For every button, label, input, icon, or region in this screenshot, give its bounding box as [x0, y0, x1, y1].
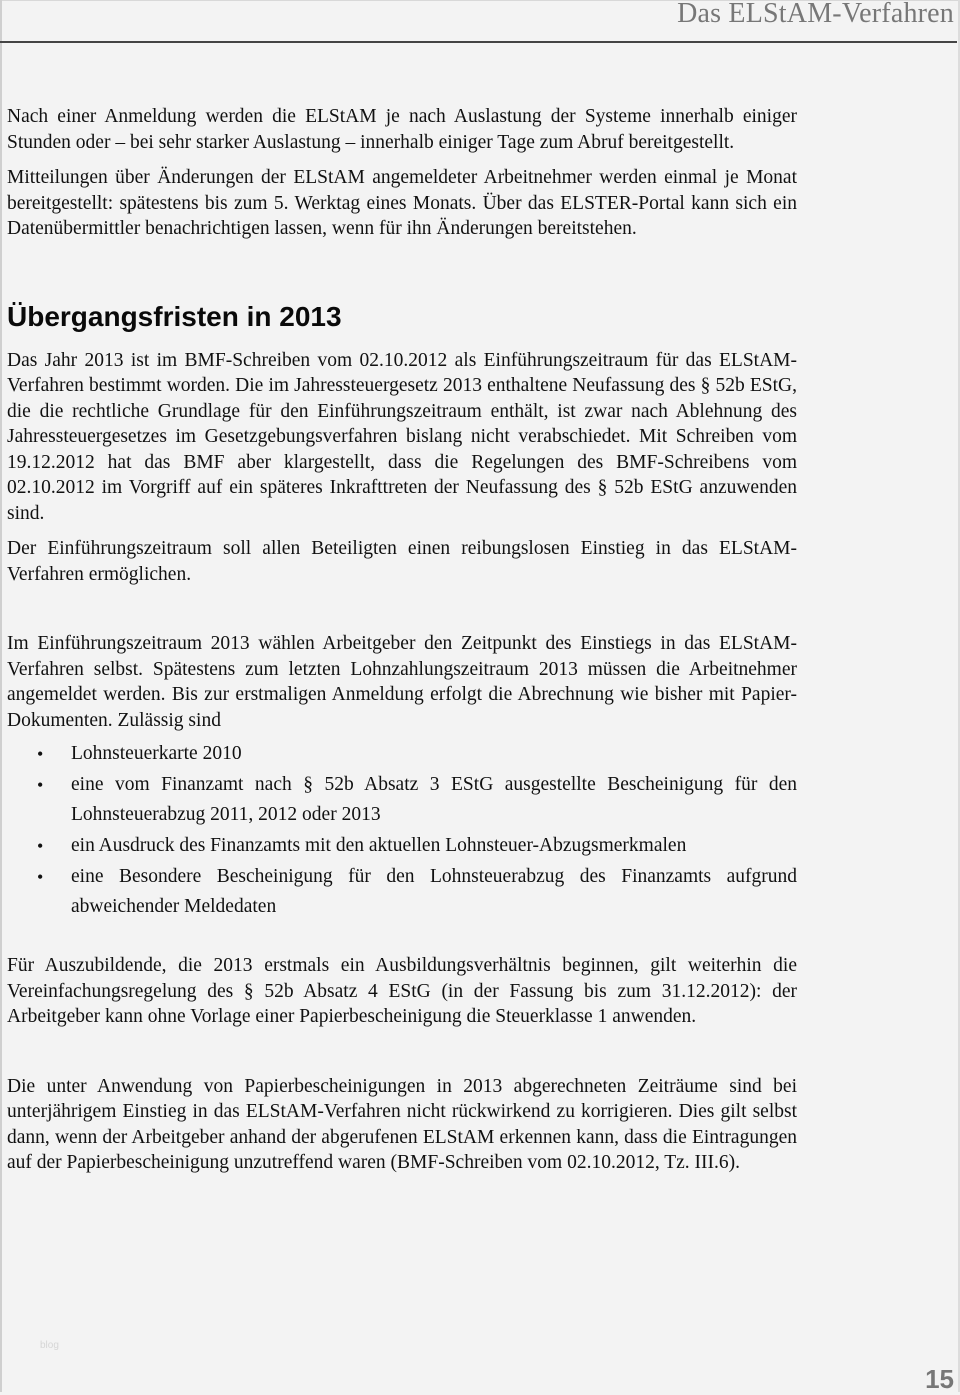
paragraph: Mitteilungen über Änderungen der ELStAM angemeldeter Arbeitnehmer werden einmal je Monat bereitgestellt: spätestens bis zum 5. Werktag eines Monats. Über das ELSTER-Portal kann sich ein Datenübermittler benachrichtigen lassen, wenn für ihn Änderungen bereitstehen.: [7, 167, 797, 239]
bullet-icon: •: [37, 867, 44, 887]
page-number: 15: [925, 1364, 954, 1394]
list-item: • Lohnsteuerkarte 2010: [7, 739, 797, 769]
bullet-icon: •: [37, 744, 44, 764]
bullet-icon: •: [37, 775, 44, 795]
paragraph: Für Auszubildende, die 2013 erstmals ein Ausbildungsverhältnis beginnen, gilt weiterhin die Vereinfachungsregelung des § 52b Absatz 4 EStG (in der Fassung bis zum 31.12.2012): der Arbeitgeber kann ohne Vorlage einer Papierbescheinigung die Steuerklasse 1 anwenden.: [7, 955, 797, 1027]
list-item: • ein Ausdruck des Finanzamts mit den aktuellen Lohnsteuer-Abzugsmerkmalen: [7, 831, 797, 861]
watermark: blog: [40, 1340, 59, 1351]
section-heading: Übergangsfristen in 2013: [7, 300, 342, 332]
bullet-icon: •: [37, 836, 44, 856]
running-header-title: Das ELStAM-Verfahren: [677, 0, 954, 29]
list-item: • eine Besondere Bescheinigung für den Lohnsteuerabzug des Finanzamts aufgrund abweichender Meldedaten: [7, 862, 797, 922]
paragraph: Die unter Anwendung von Papierbescheinigungen in 2013 abgerechneten Zeiträume sind bei unterjährigem Einstieg in das ELStAM-Verfahren nicht rückwirkend zu korrigieren. Dies gilt selbst dann, wenn der Arbeitgeber anhand der abgerufenen ELStAM erkennen kann, dass die Eintragungen auf der Papierbescheinigung unzutreffend waren (BMF-Schreiben vom 02.10.2012, Tz. III.6).: [7, 1075, 797, 1173]
paragraph: Der Einführungszeitraum soll allen Beteiligten einen reibungslosen Einstieg in das ELStAM-Verfahren ermöglichen.: [7, 538, 797, 585]
page-content: [7, 104, 797, 1176]
paragraph: Im Einführungszeitraum 2013 wählen Arbeitgeber den Zeitpunkt des Einstiegs in das ELStAM-Verfahren selbst. Spätestens zum letzten Lohnzahlungszeitraum 2013 müssen die Arbeitnehmer angemeldet werden. Bis zur erstmaligen Anmeldung erfolgt die Abrechnung wie bisher mit Papier-Dokumenten. Zulässig sind: [7, 633, 797, 731]
paragraph: Nach einer Anmeldung werden die ELStAM je nach Auslastung der Systeme innerhalb einiger Stunden oder – bei sehr starker Auslastung – innerhalb einiger Tage zum Abruf bereitgestellt.: [7, 106, 797, 153]
header-divider: [0, 41, 957, 43]
page-border-left: [0, 0, 2, 1392]
bullet-list: [7, 739, 797, 922]
paragraph: Das Jahr 2013 ist im BMF-Schreiben vom 02.10.2012 als Einführungszeitraum für das ELStAM-Verfahren bestimmt worden. Die im Jahressteuergesetz 2013 enthaltene Neufassung des § 52b EStG, die die rechtliche Grundlage für den Einführungszeitraum enthält, ist zwar nach Ablehnung des Jahressteuergesetzes im Gesetzgebungsverfahren bislang nicht verabschiedet. Mit Schreiben vom 19.12.2012 hat das BMF aber klargestellt, dass die Regelungen des BMF-Schreibens vom 02.10.2012 im Vorgriff auf ein späteres Inkrafttreten der Neufassung des § 52b EStG anzuwenden sind.: [7, 349, 797, 524]
list-item: • eine vom Finanzamt nach § 52b Absatz 3 EStG ausgestellte Bescheinigung für den Lohnsteuerabzug 2011, 2012 oder 2013: [7, 770, 797, 830]
